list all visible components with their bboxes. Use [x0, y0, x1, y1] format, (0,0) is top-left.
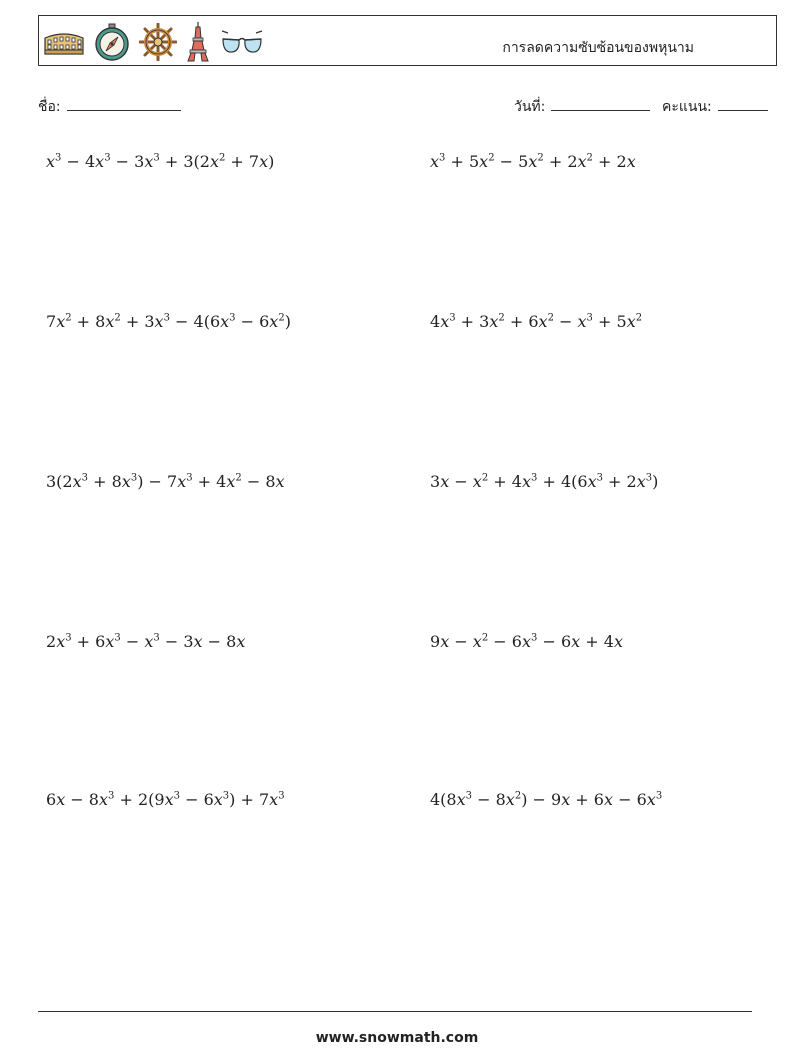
term-text: 3: [430, 472, 441, 491]
variable: x: [269, 312, 279, 331]
exponent: 3: [114, 632, 121, 644]
term-text: ): [284, 312, 291, 331]
variable: x: [646, 790, 656, 809]
variable: x: [56, 632, 66, 651]
variable: x: [472, 632, 482, 651]
term-text: − 6: [613, 790, 647, 809]
score-label: คะแนน:: [662, 99, 712, 115]
variable: x: [121, 472, 131, 491]
exponent: 3: [55, 152, 62, 164]
term-text: + 4(6: [537, 472, 588, 491]
term-text: − 4: [61, 152, 96, 171]
variable: x: [456, 790, 466, 809]
exponent: 2: [114, 312, 121, 324]
exponent: 3: [130, 472, 138, 484]
date-field: [514, 96, 650, 118]
exponent: 3: [278, 790, 285, 802]
variable: x: [587, 472, 597, 491]
term-text: + 3: [455, 312, 490, 331]
exponent: 2: [514, 790, 522, 802]
term-text: + 5: [445, 152, 480, 171]
score-field: [662, 96, 768, 118]
variable: x: [144, 152, 154, 171]
variable: x: [269, 790, 279, 809]
variable: x: [259, 152, 269, 171]
variable: x: [571, 632, 581, 651]
exponent: 3: [531, 632, 538, 644]
variable: x: [46, 152, 56, 171]
variable: x: [105, 312, 115, 331]
exponent: 2: [488, 152, 495, 164]
term-text: + 2: [592, 152, 627, 171]
term-text: + 6: [71, 632, 106, 651]
variable: x: [193, 632, 203, 651]
variable: x: [72, 472, 82, 491]
term-text: ): [652, 472, 659, 491]
exponent: 3: [153, 152, 160, 164]
variable: x: [144, 632, 154, 651]
term-text: + 8: [88, 472, 122, 491]
exponent: 3: [186, 472, 193, 484]
variable: x: [440, 312, 450, 331]
exponent: 2: [586, 152, 593, 164]
variable: x: [56, 312, 66, 331]
variable: x: [226, 472, 236, 491]
ship-wheel-icon: [139, 23, 177, 65]
exponent: 3: [163, 312, 170, 324]
term-text: − 3: [110, 152, 145, 171]
problem-10: [430, 790, 662, 809]
footer-divider: [38, 1011, 752, 1012]
problem-7: [46, 632, 245, 651]
date-line[interactable]: [551, 96, 650, 111]
term-text: − 6: [537, 632, 572, 651]
term-text: −: [120, 632, 145, 651]
term-text: − 4(6: [169, 312, 221, 331]
term-text: − 6: [235, 312, 270, 331]
eiffel-tower-icon: [185, 22, 211, 66]
exponent: 3: [104, 152, 111, 164]
term-text: + 2: [602, 472, 637, 491]
term-text: + 6: [504, 312, 539, 331]
problem-9: [46, 790, 285, 809]
term-text: − 6: [179, 790, 214, 809]
exponent: 3: [153, 632, 160, 644]
variable: x: [472, 472, 482, 491]
exponent: 2: [218, 152, 226, 164]
term-text: − 3: [159, 632, 194, 651]
variable: x: [164, 790, 174, 809]
variable: x: [220, 312, 230, 331]
exponent: 3: [586, 312, 593, 324]
exponent: 3: [229, 312, 236, 324]
variable: x: [626, 312, 636, 331]
exponent: 3: [81, 472, 89, 484]
term-text: 2: [46, 632, 57, 651]
score-line[interactable]: [718, 96, 768, 111]
exponent: 3: [596, 472, 603, 484]
variable: x: [538, 312, 548, 331]
variable: x: [95, 152, 105, 171]
exponent: 3: [531, 472, 538, 484]
term-text: − 6: [488, 632, 522, 651]
exponent: 2: [498, 312, 505, 324]
exponent: 2: [278, 312, 285, 324]
variable: x: [56, 790, 66, 809]
term-text: + 7: [225, 152, 260, 171]
variable: x: [505, 790, 515, 809]
term-text: ): [268, 152, 275, 171]
exponent: 2: [547, 312, 554, 324]
variable: x: [603, 790, 614, 809]
problem-8: [430, 632, 623, 651]
term-text: + 2: [543, 152, 578, 171]
exponent: 2: [235, 472, 242, 484]
term-text: + 5: [592, 312, 627, 331]
problem-5: [46, 472, 285, 491]
term-text: − 5: [494, 152, 529, 171]
name-field: [38, 96, 181, 118]
name-label: ชื่อ:: [38, 99, 61, 115]
term-text: ) − 9: [521, 790, 562, 809]
exponent: 3: [173, 790, 180, 802]
exponent: 2: [635, 312, 643, 324]
variable: x: [440, 632, 450, 651]
header-icons: [43, 22, 273, 66]
term-text: 7: [46, 312, 57, 331]
term-text: 4: [430, 312, 441, 331]
term-text: ) + 7: [229, 790, 270, 809]
term-text: + 2(9: [114, 790, 165, 809]
variable: x: [213, 790, 223, 809]
problem-3: [46, 312, 291, 331]
variable: x: [105, 632, 115, 651]
exponent: 3: [222, 790, 230, 802]
term-text: ) − 7: [137, 472, 178, 491]
variable: x: [430, 152, 440, 171]
glasses-icon: [219, 27, 265, 61]
term-text: −: [449, 472, 473, 491]
term-text: − 8: [65, 790, 99, 809]
variable: x: [489, 312, 499, 331]
variable: x: [98, 790, 109, 809]
variable: x: [209, 152, 219, 171]
term-text: + 3(2: [159, 152, 210, 171]
variable: x: [613, 632, 623, 651]
variable: x: [154, 312, 164, 331]
exponent: 2: [65, 312, 72, 324]
variable: x: [440, 472, 450, 491]
term-text: + 4: [192, 472, 227, 491]
term-text: − 8: [472, 790, 506, 809]
exponent: 3: [439, 152, 446, 164]
problem-1: [46, 152, 274, 171]
exponent: 3: [449, 312, 456, 324]
variable: x: [528, 152, 538, 171]
exponent: 2: [481, 632, 489, 644]
variable: x: [521, 632, 531, 651]
worksheet-title: การลดความซับซ้อนของพหุนาม: [502, 40, 694, 56]
term-text: −: [553, 312, 578, 331]
term-text: −: [449, 632, 473, 651]
term-text: 3(2: [46, 472, 73, 491]
exponent: 3: [645, 472, 653, 484]
problem-4: [430, 312, 642, 331]
variable: x: [236, 632, 246, 651]
variable: x: [636, 472, 646, 491]
variable: x: [626, 152, 636, 171]
exponent: 3: [465, 790, 473, 802]
term-text: + 4: [580, 632, 614, 651]
variable: x: [577, 312, 587, 331]
exponent: 3: [65, 632, 72, 644]
exponent: 2: [481, 472, 489, 484]
colosseum-icon: [43, 24, 85, 64]
term-text: + 6: [570, 790, 604, 809]
term-text: 6: [46, 790, 57, 809]
variable: x: [521, 472, 531, 491]
term-text: + 3: [120, 312, 155, 331]
name-line[interactable]: [67, 96, 181, 111]
problem-6: [430, 472, 658, 491]
term-text: − 8: [241, 472, 276, 491]
problem-2: [430, 152, 636, 171]
compass-icon: [93, 23, 131, 65]
term-text: + 4: [488, 472, 522, 491]
exponent: 3: [108, 790, 115, 802]
term-text: − 8: [202, 632, 237, 651]
term-text: + 8: [71, 312, 106, 331]
term-text: 9: [430, 632, 441, 651]
worksheet-header: [38, 15, 777, 66]
variable: x: [577, 152, 587, 171]
date-label: วันที่:: [514, 99, 546, 115]
variable: x: [177, 472, 187, 491]
variable: x: [479, 152, 489, 171]
exponent: 2: [537, 152, 544, 164]
footer-site[interactable]: www.snowmath.com: [315, 1030, 479, 1046]
variable: x: [275, 472, 285, 491]
variable: x: [561, 790, 571, 809]
exponent: 3: [655, 790, 663, 802]
term-text: 4(8: [430, 790, 457, 809]
